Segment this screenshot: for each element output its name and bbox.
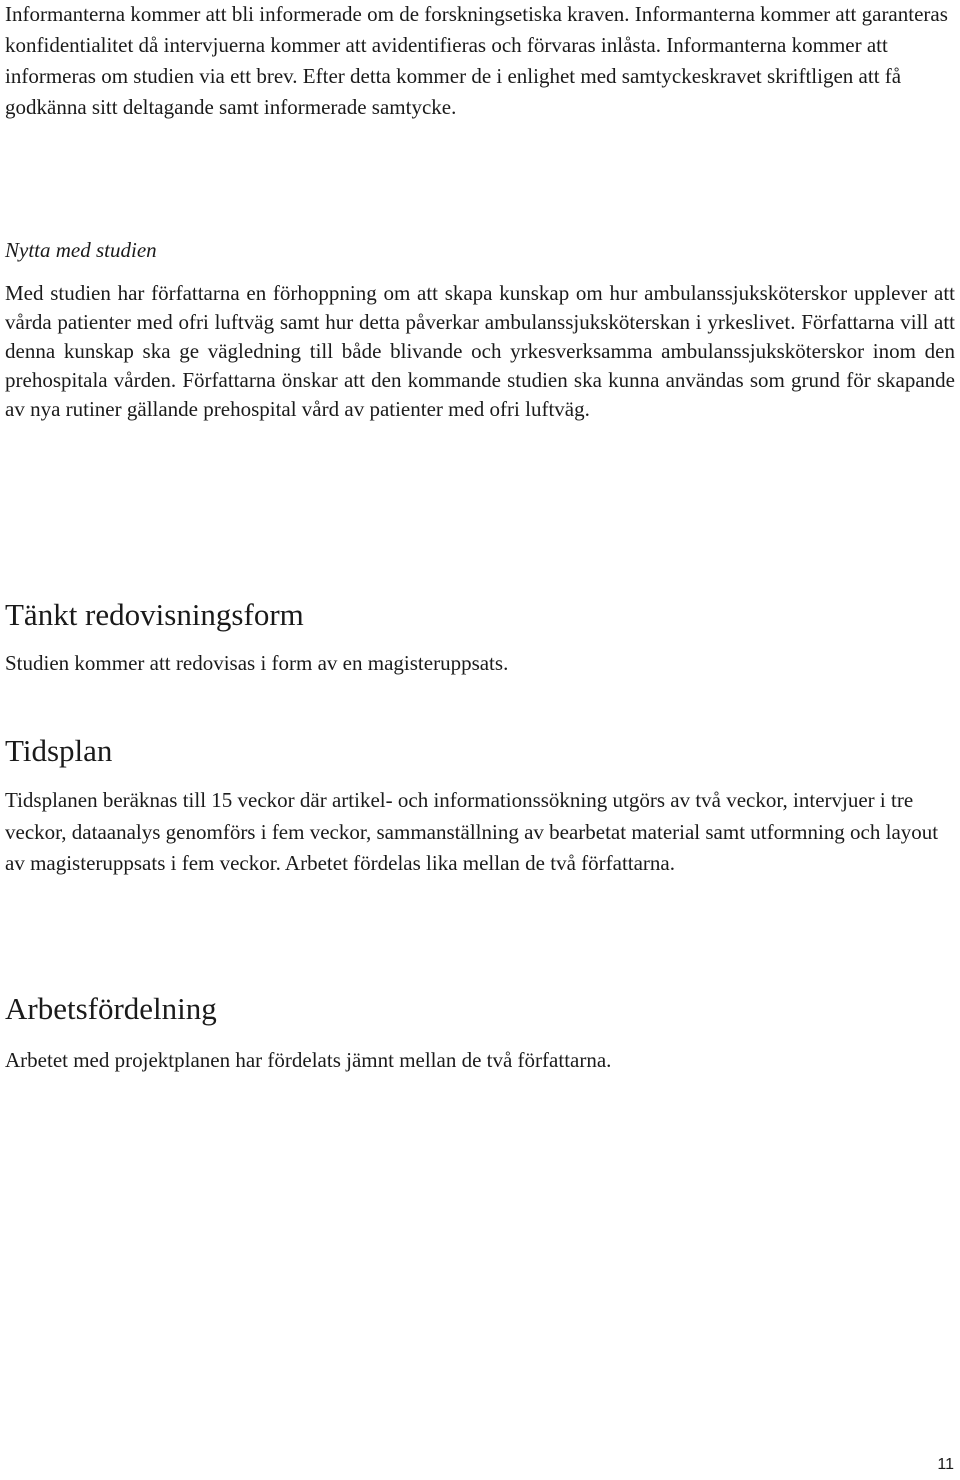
arbetsfordelning-heading: Arbetsfördelning [5,991,217,1026]
tankt-heading: Tänkt redovisningsform [5,597,304,632]
nytta-paragraph: Med studien har författarna en förhoppning om att skapa kunskap om hur ambulanssjuksköterskor upplever att vårda patienter med ofri luftväg samt hur detta påverkar ambulanssjuksköterskan i yrkeslivet. Författarna vill att denna kunskap ska ge vägledning till både blivande och yrkesverksamma ambulanssjuksköterskor inom den prehospitala vården. Författarna önskar att den kommande studien ska kunna användas som grund för skapande av nya rutiner gällande prehospital vård av patienter med ofri luftväg. [5,281,955,421]
tankt-paragraph: Studien kommer att redovisas i form av en magisteruppsats. [5,651,509,675]
tidsplan-heading: Tidsplan [5,733,113,768]
nytta-heading: Nytta med studien [5,238,157,262]
tidsplan-paragraph: Tidsplanen beräknas till 15 veckor där artikel- och informationssökning utgörs av två veckor, intervjuer i tre veckor, dataanalys genomförs i fem veckor, sammanställning av bearbetat material samt utformning och layout av magisteruppsats i fem veckor. Arbetet fördelas lika mellan de två författarna. [5,788,939,875]
page-number: 11 [937,1456,954,1473]
arbetsfordelning-paragraph: Arbetet med projektplanen har fördelats jämnt mellan de två författarna. [5,1048,612,1072]
intro-paragraph: Informanterna kommer att bli informerade om de forskningsetiska kraven. Informanterna kommer att garanteras konfidentialitet då intervjuerna kommer att avidentifieras och förvaras inlåsta. Informanterna kommer att informeras om studien via ett brev. Efter detta kommer de i enlighet med samtyckeskravet skriftligen att få godkänna sitt deltagande samt informerade samtycke. [5,2,948,119]
